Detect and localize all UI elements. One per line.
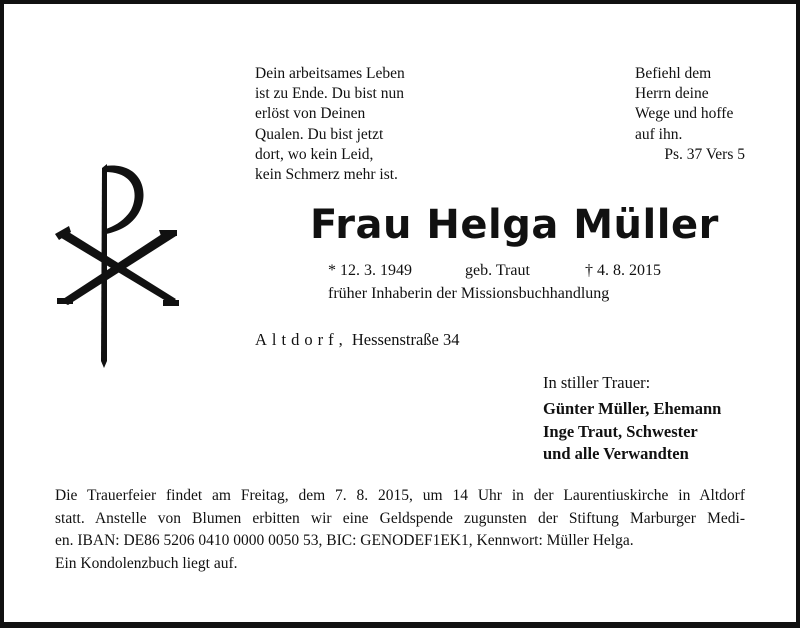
verse-line: Herrn deine — [635, 85, 709, 103]
verse-line: Befiehl dem — [635, 65, 712, 82]
notice-line: en. IBAN: DE86 5206 0410 0000 0050 53, BIC: GENODEF1EK1, Kennwort: Müller Helga. — [55, 532, 634, 549]
chi-rho-icon — [55, 156, 180, 371]
mourner: Günter Müller, Ehemann — [543, 399, 722, 418]
mourner: Inge Traut, Schwester — [543, 421, 698, 441]
funeral-notice — [55, 485, 745, 553]
occupation: früher Inhaberin der Missionsbuchhandlung — [328, 285, 610, 302]
condolence-note: Ein Kondolenzbuch liegt auf. — [55, 555, 238, 572]
chi-serif-br — [163, 300, 179, 306]
poem-line: Dein arbeitsames Leben — [255, 65, 405, 82]
mourning-label: In stiller Trauer: — [543, 373, 651, 392]
chi-serif-tr — [159, 230, 177, 236]
chi-serif-bl — [57, 298, 73, 304]
chi-rho-loop — [105, 166, 144, 234]
poem-left — [255, 64, 405, 185]
address — [255, 330, 460, 350]
verse-reference: Ps. 37 Vers 5 — [664, 145, 745, 163]
mourners-list — [543, 398, 721, 466]
notice-line: statt. Anstelle von Blumen erbitten wir eine Geldspende zugunsten der Stiftung Marburger Medi- — [55, 509, 745, 527]
poem-right — [635, 64, 745, 165]
poem-line: erlöst von Deinen — [255, 105, 366, 123]
verse-line: auf ihn. — [635, 125, 683, 143]
town: Altdorf, — [255, 330, 348, 349]
deceased-name: Frau Helga Müller — [310, 202, 719, 248]
notice-line: Die Trauerfeier findet am Freitag, dem 7. 8. 2015, um 14 Uhr in der Laurentiuskirche in Altdorf — [55, 487, 745, 504]
verse-line: Wege und hoffe — [635, 105, 734, 123]
chi-rho-stem — [101, 164, 107, 368]
street: Hessenstraße 34 — [351, 330, 460, 349]
birth-date: * 12. 3. 1949 — [328, 262, 412, 279]
death-date: † 4. 8. 2015 — [585, 262, 661, 279]
poem-line: ist zu Ende. Du bist nun — [255, 85, 404, 103]
poem-line: Qualen. Du bist jetzt — [255, 125, 384, 143]
poem-line: kein Schmerz mehr ist. — [255, 166, 398, 184]
maiden-name: geb. Traut — [465, 262, 530, 279]
mourner: und alle Verwandten — [543, 444, 689, 463]
poem-line: dort, wo kein Leid, — [255, 145, 374, 163]
